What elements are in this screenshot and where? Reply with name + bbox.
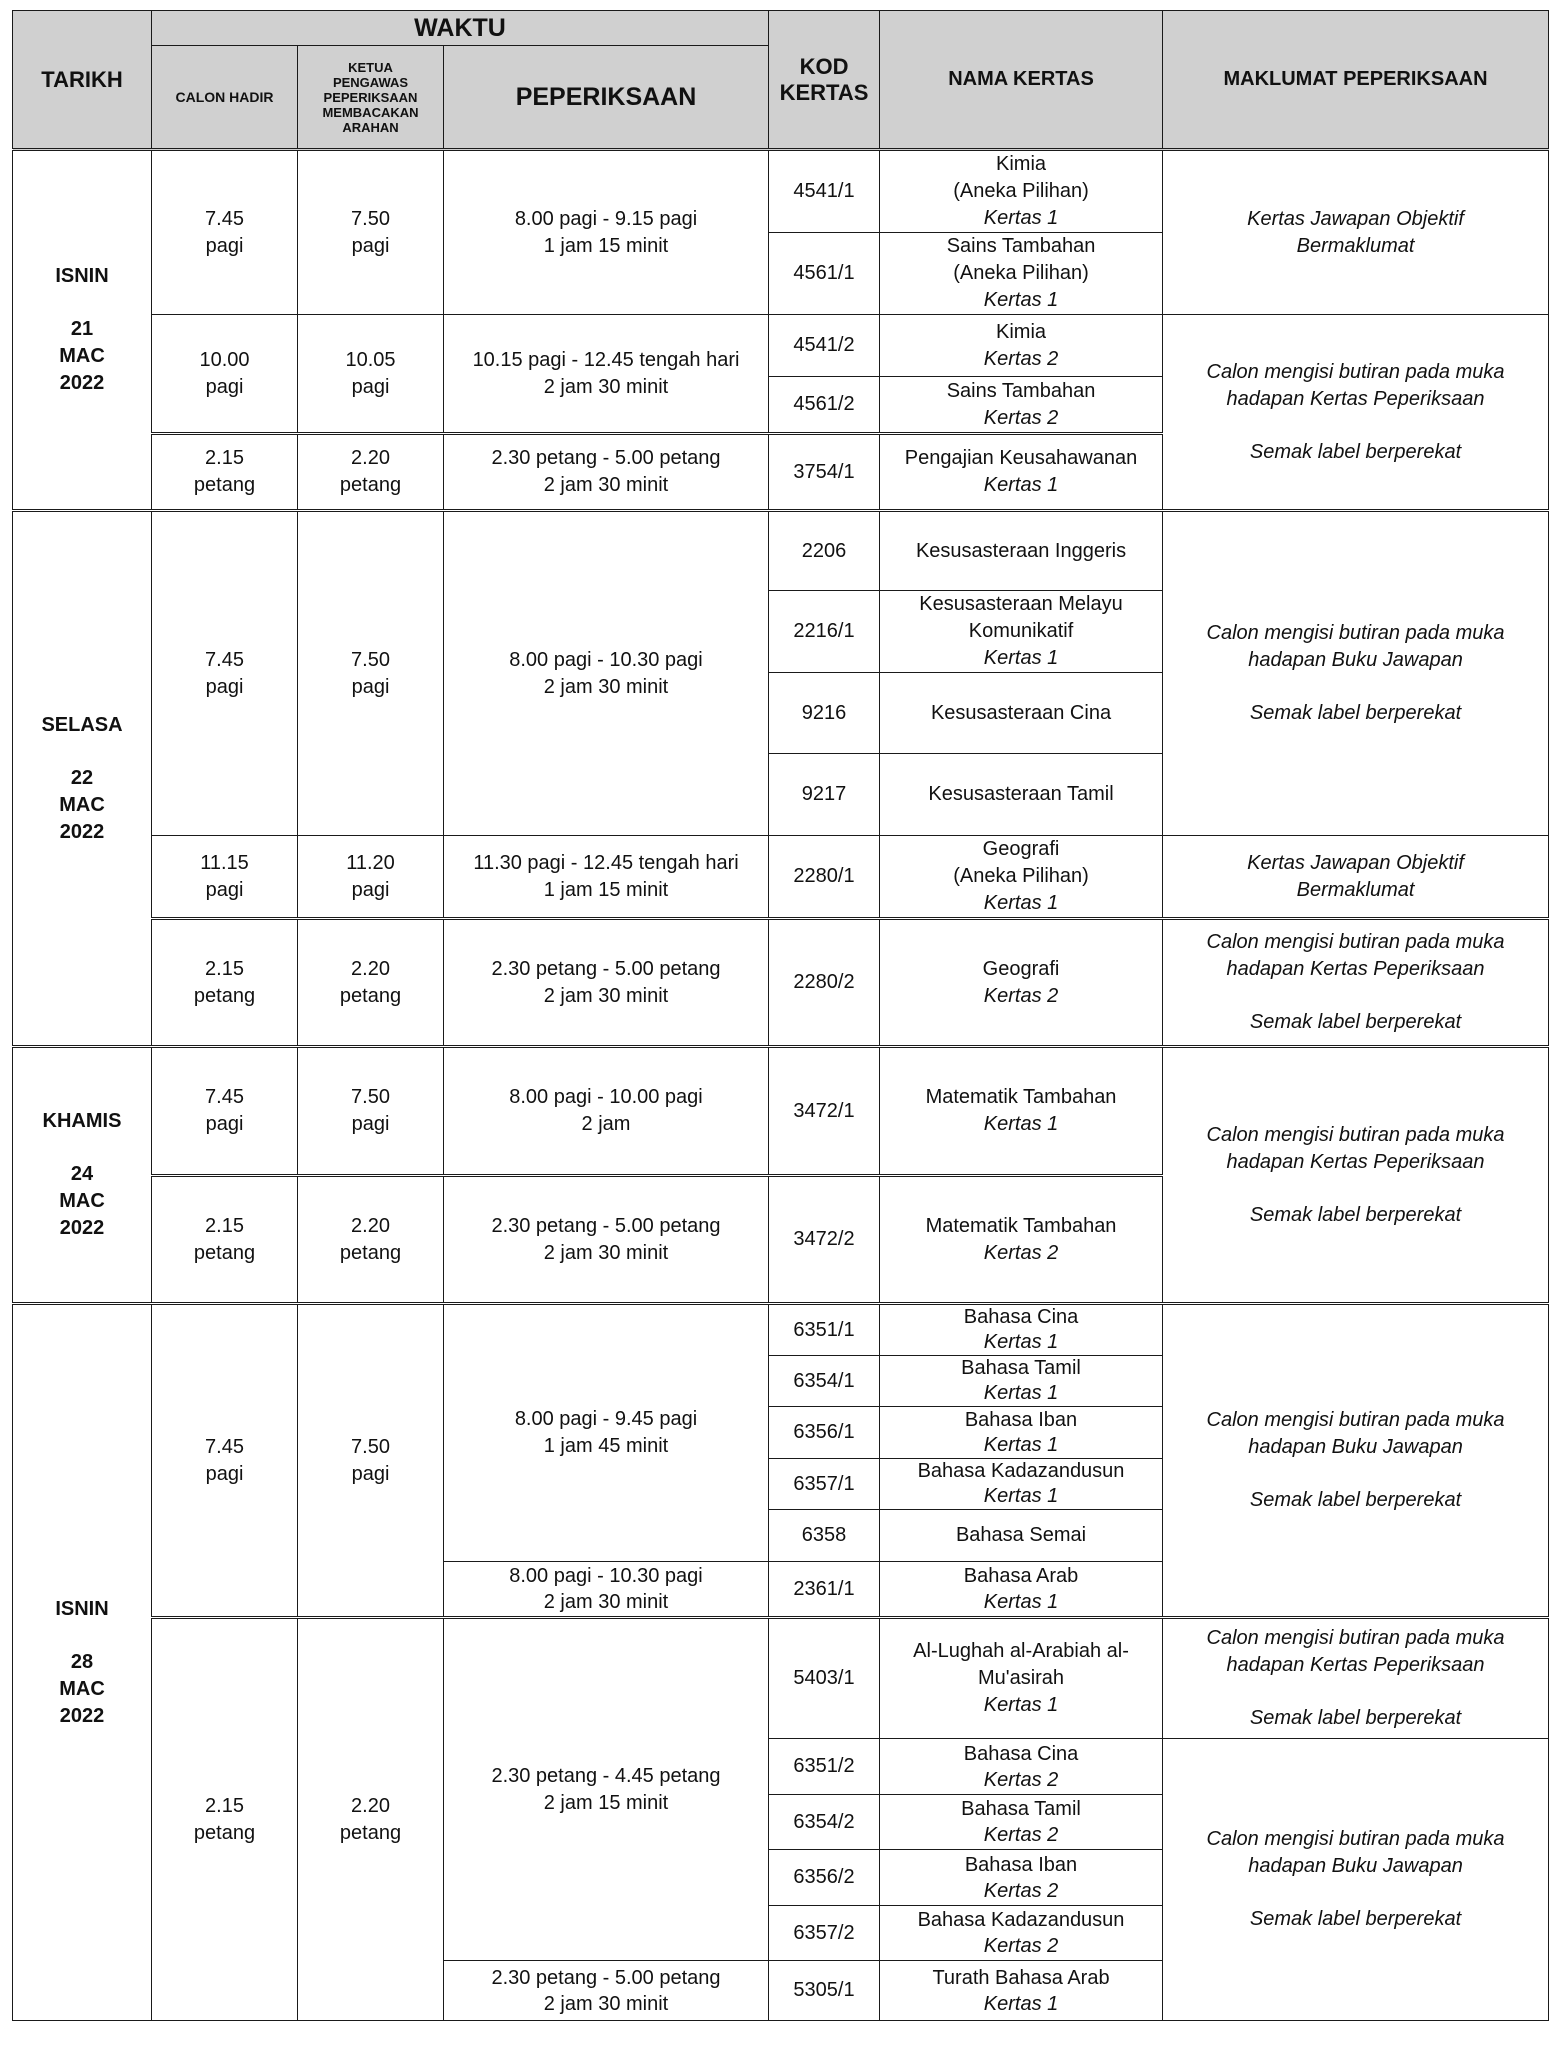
kod-kertas-cell: 2280/2 — [769, 919, 880, 1047]
kod-kertas-cell: 6351/1 — [769, 1304, 880, 1356]
kod-kertas-cell: 2216/1 — [769, 591, 880, 673]
calon-hadir-cell: 2.15 petang — [152, 1176, 298, 1304]
arahan-cell: 7.50 pagi — [298, 511, 444, 836]
nama-kertas-cell: Geografi (Aneka Pilihan) Kertas 1 — [880, 836, 1163, 919]
table-row — [13, 1304, 1549, 1356]
kod-kertas-cell: 3472/1 — [769, 1047, 880, 1176]
maklumat-cell: Calon mengisi butiran pada muka hadapan Kertas Peperiksaan Semak label berperekat — [1163, 1618, 1549, 1739]
masa-cell: 8.00 pagi - 9.45 pagi 1 jam 45 minit — [444, 1304, 769, 1562]
header-tarikh: TARIKH — [13, 11, 152, 150]
nama-kertas-cell: Kesusasteraan Cina — [880, 673, 1163, 754]
masa-cell: 2.30 petang - 4.45 petang 2 jam 15 minit — [444, 1618, 769, 1961]
arahan-cell: 2.20 petang — [298, 434, 444, 511]
kod-kertas-cell: 2280/1 — [769, 836, 880, 919]
kod-kertas-cell: 6354/2 — [769, 1795, 880, 1850]
calon-hadir-cell: 2.15 petang — [152, 1618, 298, 2021]
table-row — [13, 315, 1549, 377]
header-nama-kertas: NAMA KERTAS — [880, 11, 1163, 150]
nama-kertas-cell: Al-Lughah al-Arabiah al- Mu'asirah Kertas 1 — [880, 1618, 1163, 1739]
calon-hadir-cell: 2.15 petang — [152, 919, 298, 1047]
masa-cell: 11.30 pagi - 12.45 tengah hari 1 jam 15 minit — [444, 836, 769, 919]
nama-kertas-cell: Bahasa Semai — [880, 1510, 1163, 1562]
masa-cell: 2.30 petang - 5.00 petang 2 jam 30 minit — [444, 919, 769, 1047]
masa-cell: 2.30 petang - 5.00 petang 2 jam 30 minit — [444, 1176, 769, 1304]
nama-kertas-cell: Geografi Kertas 2 — [880, 919, 1163, 1047]
day-cell: KHAMIS 24 MAC 2022 — [13, 1047, 152, 1304]
masa-cell: 10.15 pagi - 12.45 tengah hari 2 jam 30 minit — [444, 315, 769, 434]
calon-hadir-cell: 11.15 pagi — [152, 836, 298, 919]
table-row — [13, 150, 1549, 233]
header-ketua-pengawas: KETUA PENGAWAS PEPERIKSAAN MEMBACAKAN ARAHAN — [298, 46, 444, 150]
table-row — [13, 919, 1549, 1047]
calon-hadir-cell: 7.45 pagi — [152, 1304, 298, 1618]
arahan-cell: 7.50 pagi — [298, 1304, 444, 1618]
calon-hadir-cell: 7.45 pagi — [152, 1047, 298, 1176]
nama-kertas-cell: Kimia (Aneka Pilihan) Kertas 1 — [880, 150, 1163, 233]
arahan-cell: 11.20 pagi — [298, 836, 444, 919]
kod-kertas-cell: 4561/2 — [769, 377, 880, 434]
nama-kertas-cell: Matematik Tambahan Kertas 2 — [880, 1176, 1163, 1304]
masa-cell: 2.30 petang - 5.00 petang 2 jam 30 minit — [444, 1961, 769, 2021]
nama-kertas-cell: Pengajian Keusahawanan Kertas 1 — [880, 434, 1163, 511]
kod-kertas-cell: 6356/1 — [769, 1407, 880, 1459]
table-row — [13, 1618, 1549, 1739]
maklumat-cell: Kertas Jawapan Objektif Bermaklumat — [1163, 836, 1549, 919]
arahan-cell: 2.20 petang — [298, 919, 444, 1047]
masa-cell: 8.00 pagi - 10.00 pagi 2 jam — [444, 1047, 769, 1176]
header-calon-hadir: CALON HADIR — [152, 46, 298, 150]
kod-kertas-cell: 6357/1 — [769, 1459, 880, 1510]
header-kod-kertas: KOD KERTAS — [769, 11, 880, 150]
kod-kertas-cell: 4541/2 — [769, 315, 880, 377]
kod-kertas-cell: 4541/1 — [769, 150, 880, 233]
arahan-cell: 2.20 petang — [298, 1176, 444, 1304]
kod-kertas-cell: 9217 — [769, 754, 880, 836]
kod-kertas-cell: 6351/2 — [769, 1739, 880, 1795]
nama-kertas-cell: Sains Tambahan Kertas 2 — [880, 377, 1163, 434]
nama-kertas-cell: Bahasa Kadazandusun Kertas 2 — [880, 1906, 1163, 1961]
table-row — [13, 836, 1549, 919]
nama-kertas-cell: Bahasa Iban Kertas 1 — [880, 1407, 1163, 1459]
nama-kertas-cell: Sains Tambahan (Aneka Pilihan) Kertas 1 — [880, 233, 1163, 315]
masa-cell: 8.00 pagi - 10.30 pagi 2 jam 30 minit — [444, 1562, 769, 1618]
maklumat-cell: Calon mengisi butiran pada muka hadapan Buku Jawapan Semak label berperekat — [1163, 1739, 1549, 2021]
calon-hadir-cell: 2.15 petang — [152, 434, 298, 511]
calon-hadir-cell: 7.45 pagi — [152, 150, 298, 315]
nama-kertas-cell: Kesusasteraan Melayu Komunikatif Kertas 1 — [880, 591, 1163, 673]
header-peperiksaan: PEPERIKSAAN — [444, 46, 769, 150]
nama-kertas-cell: Matematik Tambahan Kertas 1 — [880, 1047, 1163, 1176]
header-maklumat: MAKLUMAT PEPERIKSAAN — [1163, 11, 1549, 150]
maklumat-cell: Calon mengisi butiran pada muka hadapan Kertas Peperiksaan Semak label berperekat — [1163, 919, 1549, 1047]
maklumat-cell: Calon mengisi butiran pada muka hadapan Buku Jawapan Semak label berperekat — [1163, 511, 1549, 836]
maklumat-cell: Calon mengisi butiran pada muka hadapan Kertas Peperiksaan Semak label berperekat — [1163, 315, 1549, 511]
table-row — [13, 511, 1549, 591]
exam-schedule-table — [12, 10, 1549, 2021]
nama-kertas-cell: Bahasa Kadazandusun Kertas 1 — [880, 1459, 1163, 1510]
nama-kertas-cell: Bahasa Iban Kertas 2 — [880, 1850, 1163, 1906]
calon-hadir-cell: 10.00 pagi — [152, 315, 298, 434]
masa-cell: 2.30 petang - 5.00 petang 2 jam 30 minit — [444, 434, 769, 511]
day-cell: ISNIN 28 MAC 2022 — [13, 1304, 152, 2021]
kod-kertas-cell: 6358 — [769, 1510, 880, 1562]
nama-kertas-cell: Bahasa Cina Kertas 1 — [880, 1304, 1163, 1356]
arahan-cell: 7.50 pagi — [298, 150, 444, 315]
masa-cell: 8.00 pagi - 9.15 pagi 1 jam 15 minit — [444, 150, 769, 315]
kod-kertas-cell: 3472/2 — [769, 1176, 880, 1304]
maklumat-cell: Kertas Jawapan Objektif Bermaklumat — [1163, 150, 1549, 315]
maklumat-cell: Calon mengisi butiran pada muka hadapan Buku Jawapan Semak label berperekat — [1163, 1304, 1549, 1618]
nama-kertas-cell: Kesusasteraan Tamil — [880, 754, 1163, 836]
kod-kertas-cell: 6357/2 — [769, 1906, 880, 1961]
day-cell: ISNIN 21 MAC 2022 — [13, 150, 152, 511]
kod-kertas-cell: 2206 — [769, 511, 880, 591]
nama-kertas-cell: Bahasa Tamil Kertas 1 — [880, 1356, 1163, 1407]
nama-kertas-cell: Bahasa Arab Kertas 1 — [880, 1562, 1163, 1618]
table-row — [13, 1047, 1549, 1176]
arahan-cell: 2.20 petang — [298, 1618, 444, 2021]
maklumat-cell: Calon mengisi butiran pada muka hadapan Kertas Peperiksaan Semak label berperekat — [1163, 1047, 1549, 1304]
day-cell: SELASA 22 MAC 2022 — [13, 511, 152, 1047]
arahan-cell: 10.05 pagi — [298, 315, 444, 434]
arahan-cell: 7.50 pagi — [298, 1047, 444, 1176]
kod-kertas-cell: 6356/2 — [769, 1850, 880, 1906]
nama-kertas-cell: Kimia Kertas 2 — [880, 315, 1163, 377]
kod-kertas-cell: 6354/1 — [769, 1356, 880, 1407]
kod-kertas-cell: 3754/1 — [769, 434, 880, 511]
kod-kertas-cell: 2361/1 — [769, 1562, 880, 1618]
kod-kertas-cell: 5305/1 — [769, 1961, 880, 2021]
nama-kertas-cell: Kesusasteraan Inggeris — [880, 511, 1163, 591]
header-waktu: WAKTU — [152, 11, 769, 46]
kod-kertas-cell: 9216 — [769, 673, 880, 754]
nama-kertas-cell: Bahasa Cina Kertas 2 — [880, 1739, 1163, 1795]
calon-hadir-cell: 7.45 pagi — [152, 511, 298, 836]
masa-cell: 8.00 pagi - 10.30 pagi 2 jam 30 minit — [444, 511, 769, 836]
kod-kertas-cell: 5403/1 — [769, 1618, 880, 1739]
nama-kertas-cell: Turath Bahasa Arab Kertas 1 — [880, 1961, 1163, 2021]
nama-kertas-cell: Bahasa Tamil Kertas 2 — [880, 1795, 1163, 1850]
kod-kertas-cell: 4561/1 — [769, 233, 880, 315]
